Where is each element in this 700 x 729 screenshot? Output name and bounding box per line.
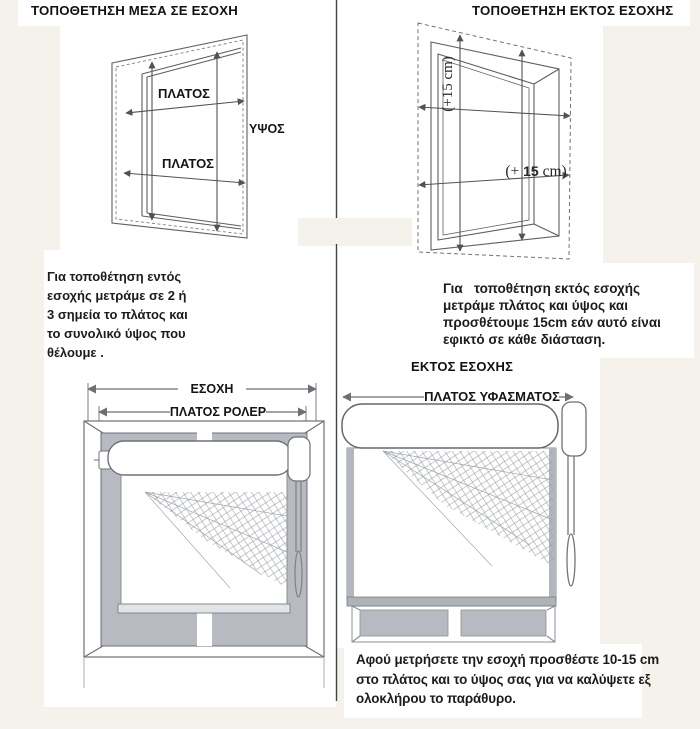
description-measure-recess [356, 650, 659, 709]
description-line: θέλουμε . [47, 345, 104, 360]
description-line: Για τοποθέτηση εντός [47, 269, 182, 284]
roller-bracket-right [562, 402, 586, 456]
description-line: Αφού μετρήσετε την εσοχή προσθέστε 10-15 cm [356, 652, 660, 667]
roller-tube [342, 404, 558, 448]
height-plus-label: (+15 cm) [440, 56, 456, 112]
roller-tube [108, 441, 292, 475]
diagram-window-inside-recess [112, 35, 285, 238]
height-label: ΥΨΟΣ [249, 122, 285, 136]
diagram-roller-inside-recess [84, 382, 324, 688]
description-line: εσοχής μετράμε σε 2 ή [47, 288, 187, 303]
fabric-width-label: ΠΛΑΤΟΣ ΥΦΑΣΜΑΤΟΣ [424, 389, 560, 404]
heading-outside-recess: ΕΚΤΟΣ ΕΣΟΧΗΣ [411, 359, 514, 374]
roller-width-label: ΠΛΑΤΟΣ ΡΟΛΕΡ [169, 405, 267, 419]
recess-label: ΕΣΟΧΗ [190, 382, 234, 396]
blind-bottom-rail [118, 604, 290, 613]
blind-bottom-rail [347, 597, 556, 606]
description-line: ολοκλήρου το παράθυρο. [356, 691, 516, 706]
width-plus-label: (+ 15 cm) [505, 163, 567, 180]
title-outside-recess: ΤΟΠΟΘΕΤΗΣΗ ΕΚΤΟΣ ΕΣΟΧΗΣ [472, 3, 674, 18]
width-label-top: ΠΛΑΤΟΣ [158, 86, 210, 101]
fabric-edge-left [347, 448, 354, 600]
title-inside-recess: ΤΟΠΟΘΕΤΗΣΗ ΜΕΣΑ ΣΕ ΕΣΟΧΗ [31, 3, 238, 18]
roller-bracket-right [288, 437, 310, 481]
description-line: προσθέτουμε 15cm εάν αυτό είναι [443, 315, 661, 330]
description-line: στο πλάτος και το ύψος σας για να καλύψετε εξ [356, 671, 651, 687]
description-line: μετράμε πλάτος και ύψος και [443, 298, 628, 313]
description-line: Για τοποθέτηση εκτός εσοχής [443, 281, 641, 296]
description-inside-recess [47, 267, 188, 362]
description-line: εφικτό σε κάθε διάσταση. [443, 332, 606, 347]
diagram-roller-outside-recess [342, 389, 586, 642]
description-line: το συνολικό ύψος που [47, 326, 186, 341]
description-line: 3 σημεία το πλάτος και [47, 307, 188, 322]
sill-wall [461, 610, 546, 636]
width-label-bottom: ΠΛΑΤΟΣ [162, 156, 214, 171]
pull-chain [567, 456, 575, 586]
sill-wall [360, 610, 448, 636]
description-outside-recess [443, 280, 661, 348]
diagram-window-outside-recess [418, 23, 571, 259]
